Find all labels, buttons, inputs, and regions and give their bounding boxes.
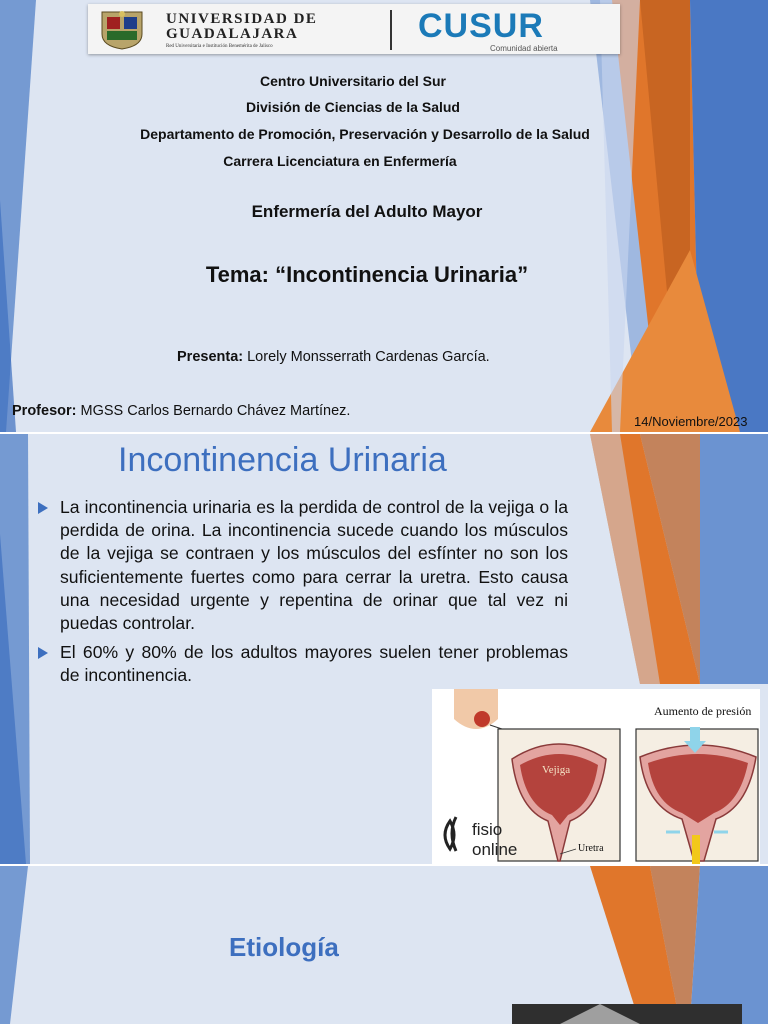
professor-name: MGSS Carlos Bernardo Chávez Martínez. [76, 403, 351, 419]
presentation-date: 14/Noviembre/2023 [634, 414, 748, 429]
bullet-list [38, 496, 568, 694]
university-crest-icon [96, 8, 148, 50]
logo-banner [88, 4, 620, 54]
bullet-arrow-icon [38, 502, 48, 514]
slide-decoration [0, 866, 768, 1024]
presenter-label: Presenta: [177, 349, 244, 365]
header-line-career: Carrera Licenciatura en Enfermería [223, 153, 457, 169]
university-tagline: Red Universitaria e Institución Benemérita de Jalisco [166, 44, 273, 49]
brand-text-line1: fisio [472, 820, 503, 839]
header-line-department: Departamento de Promoción, Preservación y Desarrollo de la Salud [140, 126, 590, 142]
professor-line [12, 403, 350, 419]
course-name: Enfermería del Adulto Mayor [251, 202, 483, 221]
pressure-label: Aumento de presión [654, 704, 752, 718]
topic-title: Tema: “Incontinencia Urinaria” [205, 262, 529, 287]
content-slide [0, 434, 768, 864]
logo-divider [390, 10, 392, 50]
university-name-line1: UNIVERSIDAD DE [166, 11, 318, 27]
professor-label: Profesor: [12, 403, 77, 419]
bladder-diagram-icon [432, 689, 760, 864]
university-name-line2: GUADALAJARA [166, 26, 299, 42]
slide-title: Incontinencia Urinaria [118, 441, 447, 479]
bullet-text: La incontinencia urinaria es la perdida de control de la vejiga o la perdida de orina. La incontinencia sucede cuando los músculos de la vejiga se contraen y los músculos del esfínter no son los suficientemente fuertes como para cerrar la uretra. Esto causa una necesidad urgente y repentina de orinar que tal vez ni puedas controlar. [60, 497, 568, 634]
urethra-label: Uretra [578, 843, 604, 854]
presenter-name: Lorely Monsserrath Cardenas García. [243, 349, 490, 365]
header-line-center: Centro Universitario del Sur [260, 73, 446, 89]
cusur-logo: CUSUR [418, 7, 544, 45]
bullet-arrow-icon [38, 647, 48, 659]
brand-text-line2: online [472, 840, 518, 859]
slide-title: Etiología [229, 932, 339, 962]
bullet-text: El 60% y 80% de los adultos mayores suelen tener problemas de incontinencia. [60, 642, 568, 686]
bladder-illustration [432, 689, 760, 864]
bladder-label: Vejiga [542, 764, 571, 776]
list-item [38, 496, 568, 635]
header-line-division: División de Ciencias de la Salud [246, 99, 460, 115]
list-item [38, 641, 568, 687]
title-slide [0, 0, 768, 432]
presenter-line [177, 349, 490, 365]
next-slide [0, 866, 768, 1024]
cusur-tagline: Comunidad abierta [490, 44, 558, 53]
